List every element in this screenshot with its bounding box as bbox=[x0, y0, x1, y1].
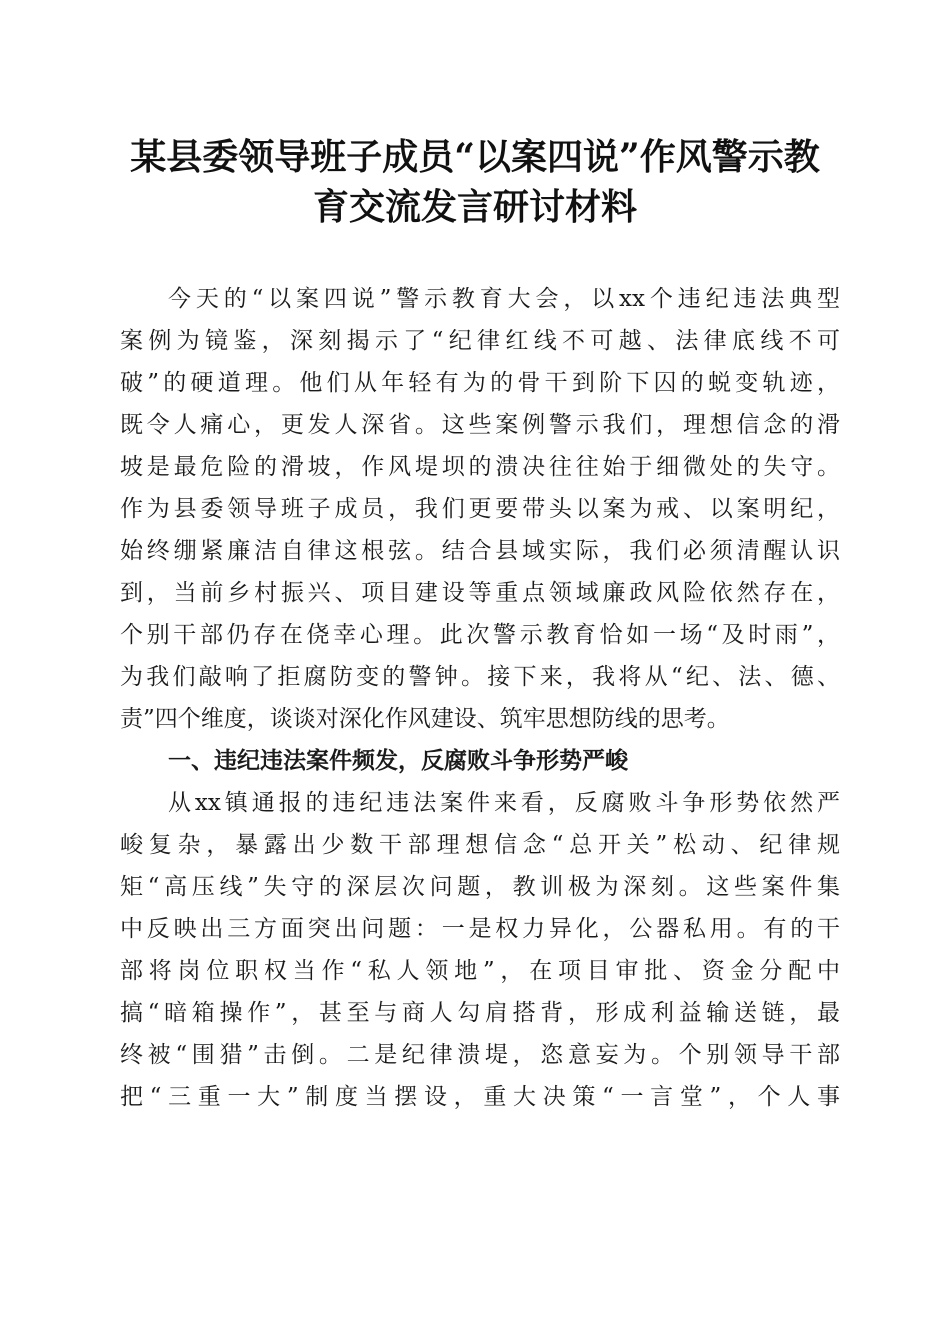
text-line: 为我们敲响了拒腐防变的警钟。接下来，我将从“纪、法、德、 bbox=[120, 664, 840, 690]
document-title bbox=[60, 132, 890, 232]
text-line: 今天的“以案四说”警示教育大会，以xx个违纪违法典型 bbox=[168, 286, 840, 312]
text-line: 部将岗位职权当作“私人领地”，在项目审批、资金分配中 bbox=[120, 958, 840, 984]
paragraph-intro bbox=[120, 278, 840, 740]
text-line: 坡是最危险的滑坡，作风堤坝的溃决往往始于细微处的失守。 bbox=[120, 454, 840, 480]
document-body bbox=[120, 278, 840, 1118]
text-line: 始终绷紧廉洁自律这根弦。结合县域实际，我们必须清醒认识 bbox=[120, 538, 840, 564]
section-heading-1: 一、违纪违法案件频发，反腐败斗争形势严峻 bbox=[168, 748, 628, 774]
text-line: 搞“暗箱操作”，甚至与商人勾肩搭背，形成利益输送链，最 bbox=[120, 1000, 840, 1026]
text-line: 既令人痛心，更发人深省。这些案例警示我们，理想信念的滑 bbox=[120, 412, 840, 438]
text-line: 案例为镜鉴，深刻揭示了“纪律红线不可越、法律底线不可 bbox=[120, 328, 840, 354]
title-line-1: 某县委领导班子成员“以案四说”作风警示教 bbox=[130, 136, 820, 178]
text-line: 作为县委领导班子成员，我们更要带头以案为戒、以案明纪， bbox=[120, 496, 840, 522]
text-line: 把“三重一大”制度当摆设，重大决策“一言堂”，个人事 bbox=[120, 1084, 840, 1110]
text-line: 从xx镇通报的违纪违法案件来看，反腐败斗争形势依然严 bbox=[168, 790, 840, 816]
text-line: 峻复杂，暴露出少数干部理想信念“总开关”松动、纪律规 bbox=[120, 832, 840, 858]
text-line: 终被“围猎”击倒。二是纪律溃堤，恣意妄为。个别领导干部 bbox=[120, 1042, 840, 1068]
text-line: 个别干部仍存在侥幸心理。此次警示教育恰如一场“及时雨”， bbox=[120, 622, 840, 648]
title-line-2: 育交流发言研讨材料 bbox=[312, 186, 637, 228]
text-line: 中反映出三方面突出问题：一是权力异化，公器私用。有的干 bbox=[120, 916, 840, 942]
text-line: 责”四个维度，谈谈对深化作风建设、筑牢思想防线的思考。 bbox=[120, 706, 730, 732]
paragraph-section-1 bbox=[120, 782, 840, 1118]
text-line: 到，当前乡村振兴、项目建设等重点领域廉政风险依然存在， bbox=[120, 580, 840, 606]
text-line: 矩“高压线”失守的深层次问题，教训极为深刻。这些案件集 bbox=[120, 874, 840, 900]
text-line: 破”的硬道理。他们从年轻有为的骨干到阶下囚的蜕变轨迹， bbox=[120, 370, 840, 396]
